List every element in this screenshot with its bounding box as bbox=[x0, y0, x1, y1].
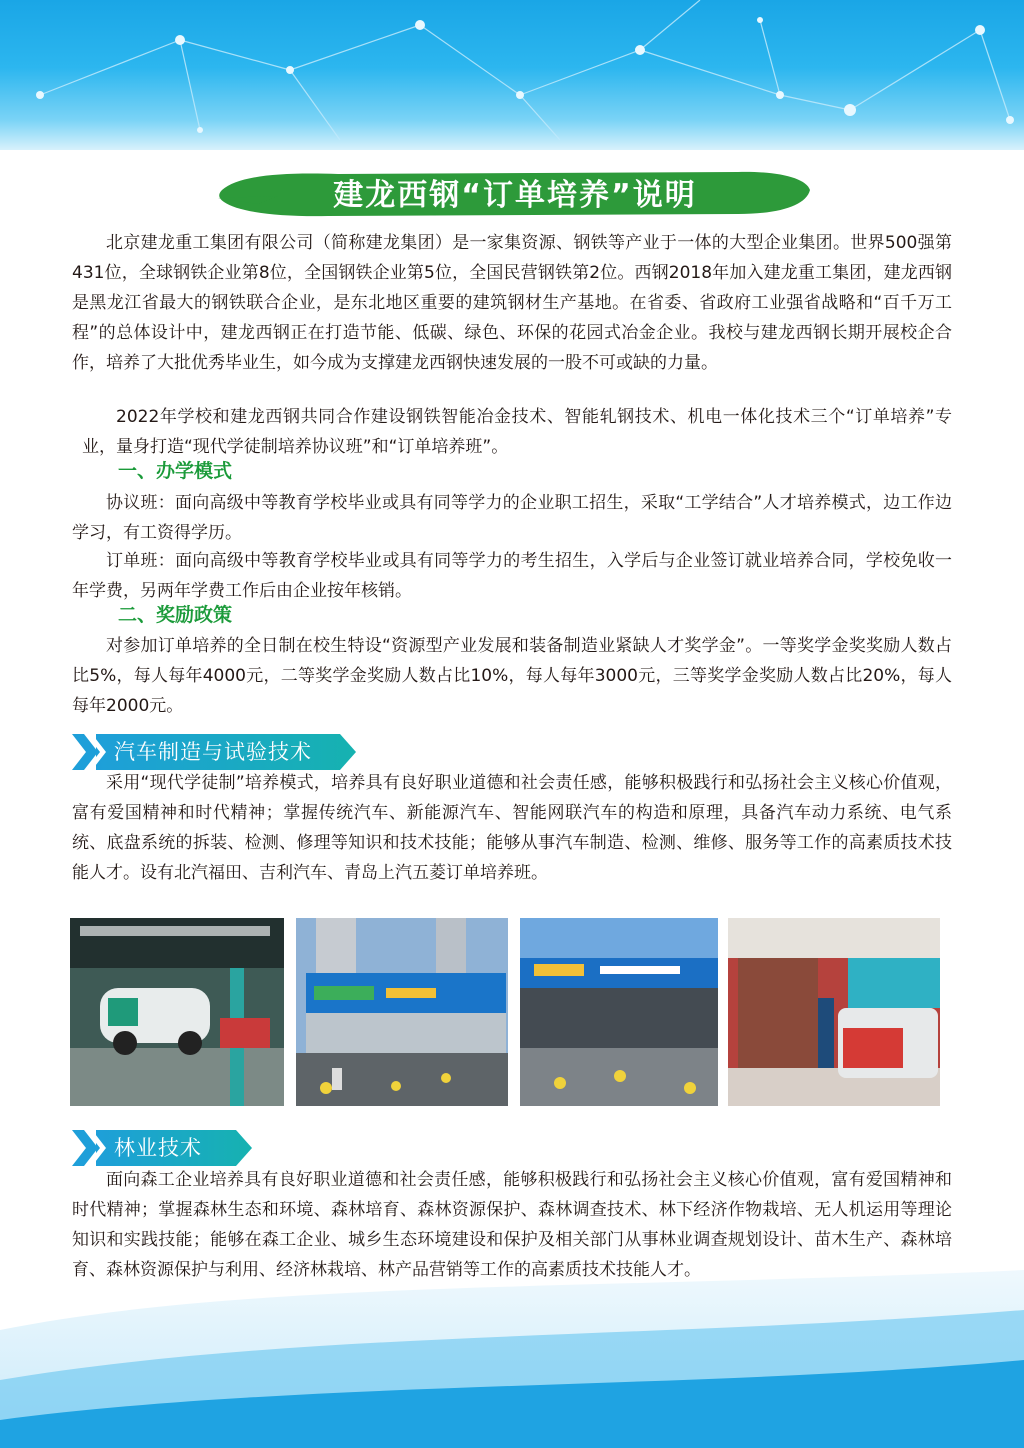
intro-paragraph-2: 2022年学校和建龙西钢共同合作建设钢铁智能冶金技术、智能轧钢技术、机电一体化技术三个“订单培养”专业，量身打造“现代学徒制培养协议班”和“订单培养班”。 bbox=[82, 407, 952, 457]
network-pattern-icon bbox=[0, 0, 1024, 150]
auto-section-tag-label: 汽车制造与试验技术 bbox=[114, 740, 312, 764]
top-banner bbox=[0, 0, 1024, 150]
forestry-paragraph: 面向森工企业培养具有良好职业道德和社会责任感，能够积极践行和弘扬社会主义核心价值观，富有爱国精神和时代精神；掌握森林生态和环境、森林培育、森林资源保护、森林调查技术、林下经济作物栽培、无人机运用等理论知识和实践技能；能够在森工企业、城乡生态环境建设和保护及相关部门从事林业调查规划设计、苗木生产、森林培育、森林资源保护与利用、经济林栽培、林产品营销等工作的高素质技术技能人才。 bbox=[72, 1170, 952, 1280]
page-title: 建龙西钢“订单培养”说明 bbox=[333, 178, 697, 213]
forestry-section-tag bbox=[70, 1128, 256, 1168]
intro-paragraph-1: 北京建龙重工集团有限公司（简称建龙集团）是一家集资源、钢铁等产业于一体的大型企业集团。世界500强第431位，全球钢铁企业第8位，全国钢铁企业第5位，全国民营钢铁第2位。西钢2018年加入建龙重工集团，建龙西钢是黑龙江省最大的钢铁联合企业，是东北地区重要的建筑钢材生产基地。在省委、省政府工业强省战略和“百千万工程”的总体设计中，建龙西钢正在打造节能、低碳、绿色、环保的花园式冶金企业。我校与建龙西钢长期开展校企合作，培养了大批优秀毕业生，如今成为支撑建龙西钢快速发展的一股不可或缺的力量。 bbox=[72, 233, 952, 373]
repair-shop-photo bbox=[728, 918, 940, 1106]
section-heading-school-model: 一、办学模式 bbox=[118, 460, 233, 482]
order-class-paragraph: 订单班：面向高级中等教育学校毕业或具有同等学力的考生招生，入学后与企业签订就业培养合同，学校免收一年学费，另两年学费工作后由企业按年核销。 bbox=[72, 551, 952, 601]
section-heading-reward-policy: 二、奖励政策 bbox=[118, 604, 233, 626]
bottom-wave-decoration bbox=[0, 1270, 1024, 1448]
car-workshop-photo bbox=[70, 918, 284, 1106]
auto-section-tag bbox=[70, 732, 360, 772]
tire-store-photo bbox=[520, 918, 718, 1106]
forestry-section-tag-label: 林业技术 bbox=[114, 1136, 202, 1160]
auto-paragraph: 采用“现代学徒制”培养模式，培养具有良好职业道德和社会责任感，能够积极践行和弘扬社会主义核心价值观，富有爱国精神和时代精神；掌握传统汽车、新能源汽车、智能网联汽车的构造和原理，具备汽车动力系统、电气系统、底盘系统的拆装、检测、修理等知识和技术技能；能够从事汽车制造、检测、维修、服务等工作的高素质技术技能人才。设有北汽福田、吉利汽车、青岛上汽五菱订单培养班。 bbox=[72, 773, 952, 883]
agreement-class-paragraph: 协议班：面向高级中等教育学校毕业或具有同等学力的企业职工招生，采取“工学结合”人才培养模式，边工作边学习，有工资得学历。 bbox=[72, 493, 952, 543]
service-building-photo bbox=[296, 918, 508, 1106]
reward-policy-paragraph: 对参加订单培养的全日制在校生特设“资源型产业发展和装备制造业紧缺人才奖学金”。一等奖学金奖奖励人数占比5%，每人每年4000元，二等奖学金奖励人数占比10%，每人每年3000元，三等奖学金奖励人数占比20%，每人每年2000元。 bbox=[72, 636, 952, 716]
